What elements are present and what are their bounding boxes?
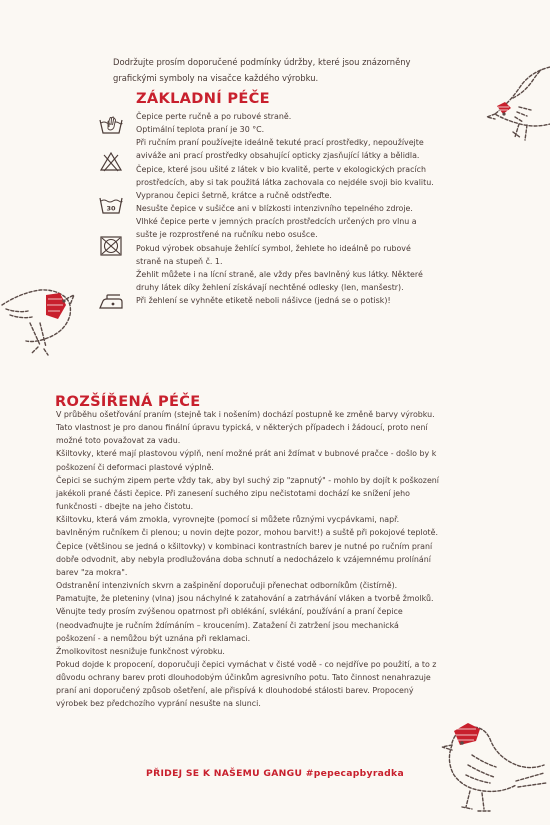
basic-care-paragraph: Pokud výrobek obsahuje žehlící symbol, žehlete ho ideálně po rubové straně na stupeň č. 1. [136,243,411,266]
basic-care-paragraph: Čepice perte ručně a po rubové straně. [136,112,292,121]
no-bleach-icon [99,151,123,173]
basic-care-paragraph: Vlhké čepice perte v jemných pracích prostředcích určených pro vlnu a sušte je rozprostřené na ručníku nebo osušce. [136,217,417,240]
iron-low-icon [99,291,123,313]
intro-text: Dodržujte prosím doporučené podmínky údržby, které jsou znázorněny grafickými symboly na visačce každého výrobku. [113,57,411,83]
extended-care-paragraph: Pamatujte, že pleteniny (vlna) jsou náchylné k zatahování a zatrhávání vláken a tvorbě žmolků. Věnujte tedy prosím zvýšenou opatrnost při oblékání, svlékání, používání a praní čepice (neodvaďnujte je ručním ždímáním – kroucením). Zatažení či zatržení jsou mechanická poškození - a nemůžou být uznána při reklamaci. [56,594,434,643]
extended-care-heading: ROZŠÍŘENÁ PÉČE [55,393,201,410]
extended-care-text [56,408,440,711]
extended-care-paragraph: Žmolkovitost nesnižuje funkčnost výrobku. [56,646,225,656]
basic-care-text [136,110,436,307]
basic-care-paragraph: Vypranou čepici šetrně, krátce a ručně odstřeďte. [136,190,332,200]
basic-care-heading: ZÁKLADNÍ PÉČE [136,90,270,107]
no-tumble-dry-icon [99,235,123,257]
hand-wash-icon [99,113,123,135]
extended-care-paragraph: V průběhu ošetřování praním (stejně tak i nošením) dochází postupně ke změně barvy výrobku. Tato vlastnost je pro danou finální úpravu typická, v některých případech i žádoucí, proto není možné toto považovat za vadu. [56,410,435,446]
basic-care-paragraph: Optimální teplota praní je 30 °C. [136,125,265,135]
wash-temperature-label: 30 [106,204,116,213]
basic-care-paragraph: Při ručním praní používejte ideálně tekuté prací prostředky, nepoužívejte aviváže ani prací prostředky obsahující opticky zjasňující látky a bělidla. [136,138,424,161]
extended-care-paragraph: Kšiltovku, která vám zmokla, vyrovnejte (pomocí si můžete různými vycpávkami, např. bavlněným ručníkem či plenou; u novin dejte pozor, mohou barvit!) a suště při pokojové teplotě. [56,515,438,538]
extended-care-paragraph: Odstranění intenzivních skvrn a zašpinění doporučuji přenechat odborníkům (čistírně). [56,581,398,591]
bird-illustration-top-right [475,62,550,152]
bird-illustration-bottom-right [432,715,550,817]
bird-illustration-left [0,275,80,357]
extended-care-paragraph: Čepici se suchým zipem perte vždy tak, aby byl suchý zip "zapnutý" - mohlo by dojít k poškození jakékoli prané části čepice. Při zanesení suchého zipu nečistotami dochází ke snížení jeho funkčnosti - dbejte na jeho čistotu. [56,475,439,512]
basic-care-paragraph: Žehlit můžete i na lícní straně, ale vždy přes bavlněný kus látky. Některé druhy látek díky žehlení získávají nechtěné odlesky (len, manšestr). [136,269,423,293]
basic-care-paragraph: Nesušte čepice v sušičce ani v blízkosti intenzivního tepelného zdroje. [136,204,413,214]
extended-care-paragraph: Pokud dojde k propocení, doporučuji čepici vymáchat v čisté vodě - co nejdříve po použití, a to z důvodu ochrany barev proti dlouhodobým účinkům agresivního potu. Tato činnost nenahrazuje praní ani doporučený způsob ošetření, ale přispívá k dlouhodobé stálosti barev. Propocený výrobek bez předchozího vyprání nesušte na slunci. [56,659,437,709]
wash-30-icon [99,193,123,215]
extended-care-paragraph: Kšiltovky, které mají plastovou výplň, není možné prát ani ždímat v bubnové pračce - došlo by k poškození či deformaci plastové výplně. [56,449,437,472]
basic-care-paragraph: Při žehlení se vyhněte etiketě neboli nášivce (jedná se o potisk)! [136,296,391,306]
extended-care-paragraph: Čepice (většinou se jedná o kšiltovky) v kombinaci kontrastních barev je nutné po ručním praní dobře odvodnit, aby nebyla prodlužována doba schnutí a nedocházelo k vzájemnému prolínání barev "za mokra". [56,541,433,577]
basic-care-paragraph: Čepice, které jsou ušité z látek v bio kvalitě, perte v ekologických pracích prostředcích, aby si tak použitá látka zachovala co nejdéle svoji bio kvalitu. [136,164,434,187]
footer-hashtag: PŘIDEJ SE K NAŠEMU GANGU #pepecapbyradka [146,768,404,779]
